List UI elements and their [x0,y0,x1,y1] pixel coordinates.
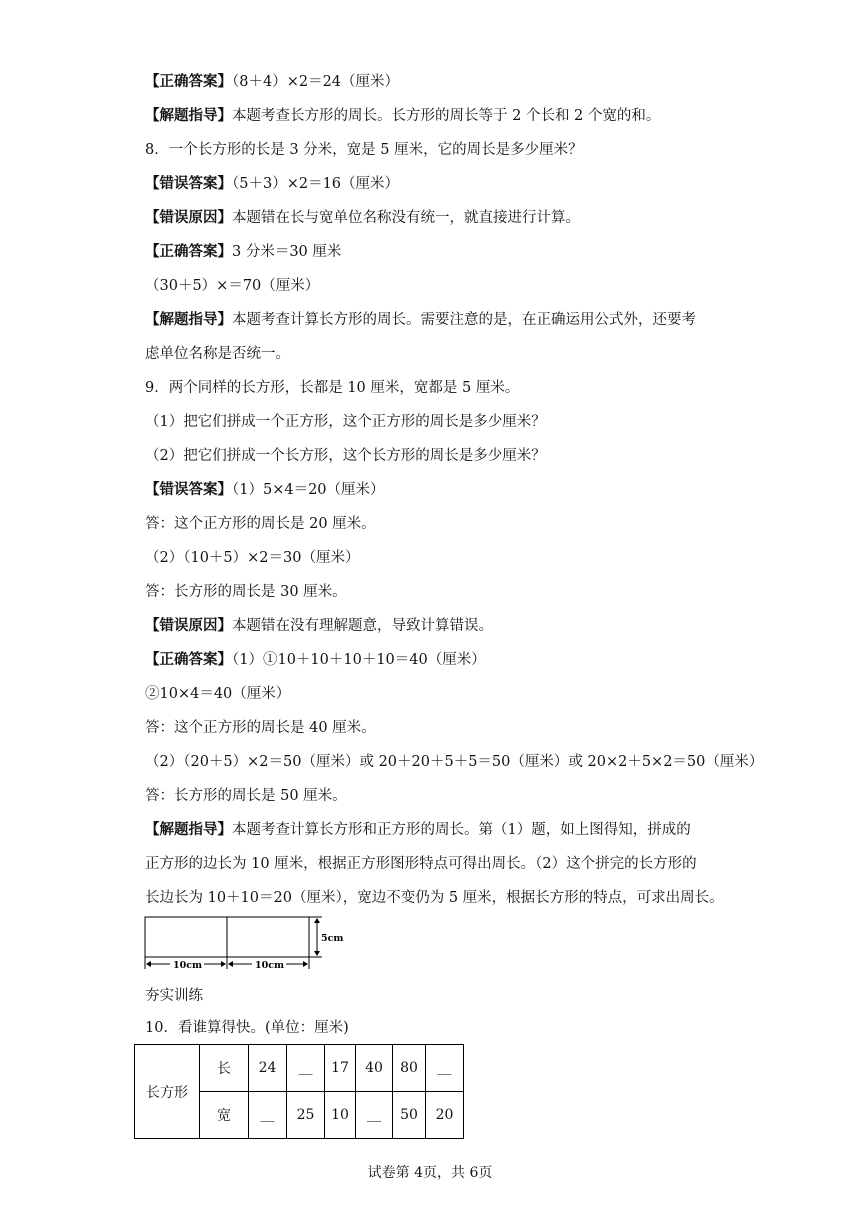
width-cell: 10 [325,1092,356,1139]
left-length-label: 10cm [173,960,203,971]
left-rectangle [145,917,227,957]
line-text: （2）（20＋5）×2＝50（厘米）或 20＋20＋5＋5＝50（厘米）或 20×2＋5×2＝50（厘米） [145,754,764,770]
line-text: 8．一个长方形的长是 3 分米，宽是 5 厘米，它的周长是多少厘米？ [145,142,583,158]
line-tag: 【解题指导】 [145,822,232,838]
line-text: ②10×4＝40（厘米） [145,686,291,702]
line-text: 9．两个同样的长方形，长都是 10 厘米，宽都是 5 厘米。 [145,380,520,396]
table-row [135,1045,464,1092]
text-line [145,718,376,738]
text-line [145,208,580,228]
line-text: （1）把它们拼成一个正方形，这个正方形的周长是多少厘米？ [145,414,546,430]
text-line [145,344,290,364]
text-line [145,650,486,670]
width-label: 5cm [321,933,344,944]
width-label-cell: 宽 [200,1092,249,1139]
text-line [145,684,290,704]
line-text: 虑单位名称是否统一。 [145,346,290,362]
text-line [145,140,583,160]
text-line [145,514,376,534]
line-text: （30＋5）×＝70（厘米） [145,278,320,294]
line-text: 3 分米＝30 厘米 [232,244,342,260]
row-header: 长方形 [135,1045,200,1139]
right-length-label: 10cm [255,960,285,971]
line-text: （2）（10＋5）×2＝30（厘米） [145,550,360,566]
line-text: 答：这个正方形的周长是 40 厘米。 [145,720,376,736]
line-tag: 【错误答案】 [145,482,232,498]
line-tag: 【错误答案】 [145,176,232,192]
text-line [145,548,359,568]
text-line [145,752,763,772]
rectangles-figure [140,914,345,972]
length-cell: 17 [325,1045,356,1092]
question-10: 10．看谁算得快。(单位：厘米) [145,1020,349,1036]
right-rectangle [227,917,309,957]
line-text: 长边长为 10＋10＝20（厘米），宽边不变仍为 5 厘米，根据长方形的特点，可求出周长。 [145,890,724,906]
text-line [145,888,724,908]
line-tag: 【正确答案】 [145,652,232,668]
page-footer: 试卷第 4页，共 6页 [367,1165,493,1181]
line-text: 答：长方形的周长是 30 厘米。 [145,584,347,600]
line-tag: 【解题指导】 [145,312,232,328]
length-cell: ＿ [287,1045,325,1092]
line-text: 本题错在没有理解题意，导致计算错误。 [232,618,493,634]
width-cell: 50 [393,1092,426,1139]
line-text: 本题考查计算长方形和正方形的周长。第（1）题，如上图得知，拼成的 [232,822,691,838]
text-line [145,820,691,840]
line-text: 本题考查计算长方形的周长。需要注意的是，在正确运用公式外，还要考 [232,312,696,328]
text-line [145,786,347,806]
text-line [145,854,697,874]
line-text: （1）5×4＝20（厘米） [232,482,385,498]
line-tag: 【错误原因】 [145,210,232,226]
length-label: 长 [200,1045,249,1092]
rectangle-table [134,1044,464,1139]
line-text: （2）把它们拼成一个长方形，这个长方形的周长是多少厘米？ [145,448,546,464]
text-line [145,582,347,602]
line-text: （5＋3）×2＝16（厘米） [232,176,400,192]
length-cell: ＿ [426,1045,464,1092]
text-line [145,412,546,432]
line-text: （8＋4）×2＝24（厘米） [232,74,400,90]
line-tag: 【正确答案】 [145,244,232,260]
line-text: （1）①10＋10＋10＋10＝40（厘米） [232,652,486,668]
line-tag: 【正确答案】 [145,74,232,90]
width-cell: 25 [287,1092,325,1139]
length-cell: 24 [249,1045,287,1092]
section-title: 夯实训练 [145,988,203,1004]
length-cell: 80 [393,1045,426,1092]
text-line [145,72,399,92]
text-line [145,276,319,296]
text-line [145,242,341,262]
width-cell: ＿ [356,1092,393,1139]
line-tag: 【错误原因】 [145,618,232,634]
line-text: 本题错在长与宽单位名称没有统一，就直接进行计算。 [232,210,580,226]
width-cell: ＿ [249,1092,287,1139]
length-cell: 40 [356,1045,393,1092]
text-line [145,480,385,500]
line-text: 正方形的边长为 10 厘米，根据正方形图形特点可得出周长。（2）这个拼完的长方形的 [145,856,697,872]
text-line [145,446,546,466]
text-line [145,310,696,330]
width-cell: 20 [426,1092,464,1139]
text-line [145,174,399,194]
line-text: 本题考查长方形的周长。长方形的周长等于 2 个长和 2 个宽的和。 [232,108,661,124]
text-line [145,378,519,398]
line-text: 答：长方形的周长是 50 厘米。 [145,788,347,804]
text-line [145,616,493,636]
line-text: 答：这个正方形的周长是 20 厘米。 [145,516,376,532]
line-tag: 【解题指导】 [145,108,232,124]
text-line [145,106,660,126]
